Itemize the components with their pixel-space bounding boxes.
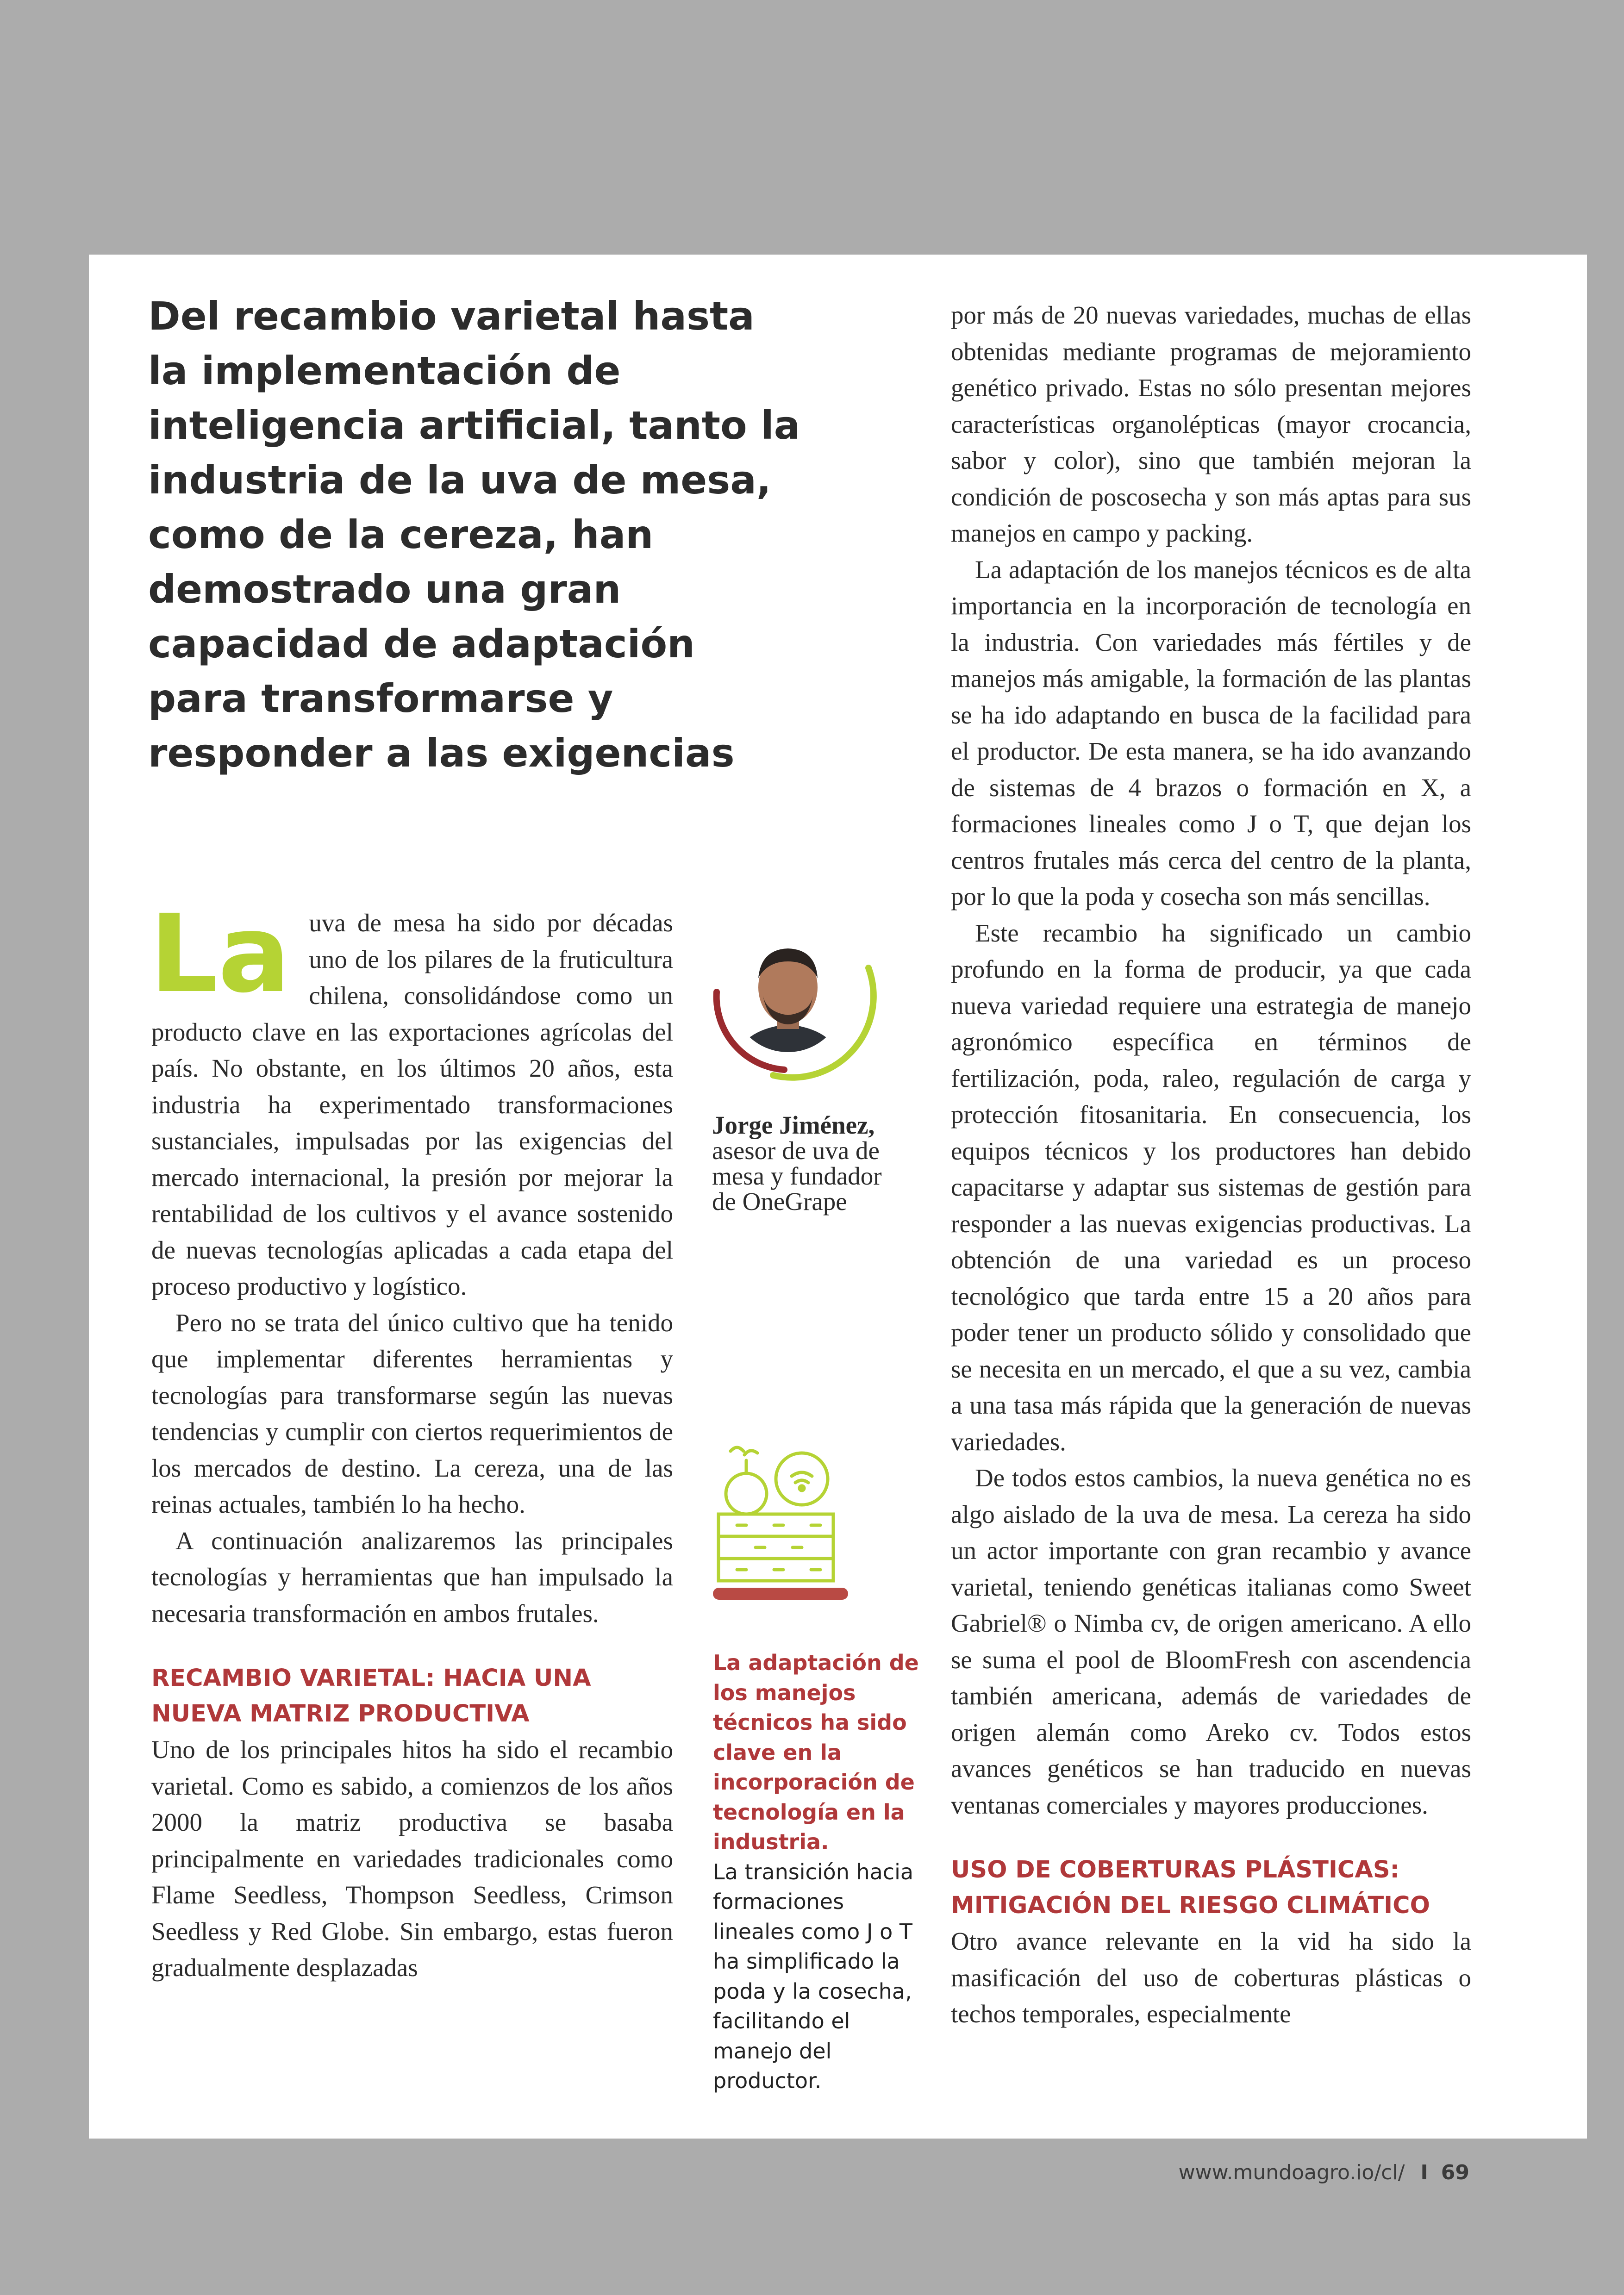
page-footer — [1179, 2161, 1469, 2184]
author-role: asesor de uva de mesa y fundador de OneGrape — [712, 1136, 882, 1216]
magazine-page — [89, 255, 1587, 2139]
headline: Del recambio varietal hasta la implementación de inteligencia artificial, tanto la industria de la uva de mesa, como de la cereza, han demostrado una gran capacidad de adaptación para transformarse y responder a las exigencias — [148, 293, 800, 776]
intro-paragraph: La uva de mesa ha sido por décadas uno de los pilares de la fruticultura chilena, consolidándose como un producto clave en las exportaciones agrícolas del país. No obstante, en los últimos 20 años, esta industria ha experimentado transformaciones sustanciales, impulsadas por las exigencias del mercado internacional, la presión por mejorar la rentabilidad de los cultivos y el avance sostenido de nuevas tecnologías aplicadas a cada etapa del proceso productivo y logístico. — [150, 892, 673, 1300]
pull-quote-heading: La adaptación de los manejos técnicos ha sido clave en la incorporación de tecnología en la industria. — [713, 1650, 919, 1854]
pull-quote — [713, 1648, 926, 2096]
paragraph: A continuación analizaremos las principales tecnologías y herramientas que han impulsado la necesaria transformación en ambos frutales. — [151, 1526, 673, 1628]
left-column — [150, 892, 673, 1986]
paragraph: Este recambio ha significado un cambio profundo en la forma de producir, ya que cada nueva variedad requiere una estrategia de manejo agronómico específica en términos de fertilización, poda, raleo, regulación de carga y protección fitosanitaria. En consecuencia, los equipos técnicos y los productores han debido capacitarse y adaptar sus sistemas de gestión para responder a las nuevas exigencias productivas. La obtención de una variedad es un proceso tecnológico que tarda entre 15 a 20 años para poder tener un producto sólido y consolidado que se necesita en un mercado, el que a su vez, cambia a una tasa más rápida que la generación de nuevas variedades. — [951, 918, 1471, 1456]
portrait-photo — [724, 932, 854, 1061]
section-heading: RECAMBIO VARIETAL: HACIA UNA NUEVA MATRIZ PRODUCTIVA — [151, 1665, 591, 1727]
dropcap: La — [150, 892, 291, 1017]
fruit-box-icon — [709, 1442, 843, 1590]
footer-separator: I — [1420, 2161, 1428, 2184]
pull-quote-body: La transición hacia formaciones lineales como J o T ha simplificado la poda y la cosecha, facilitando el manejo del productor. — [713, 1859, 914, 2093]
section-heading: USO DE COBERTURAS PLÁSTICAS: MITIGACIÓN DEL RIESGO CLIMÁTICO — [951, 1856, 1430, 1919]
page-number: 69 — [1441, 2161, 1469, 2184]
author-portrait — [706, 913, 881, 1089]
author-caption — [712, 1112, 906, 1214]
paragraph: Uno de los principales hitos ha sido el recambio varietal. Como es sabido, a comienzos de los años 2000 la matriz productiva se basaba principalmente en variedades tradicionales como Flame Seedless, Thompson Seedless, Crimson Seedless y Red Globe. Sin embargo, estas fueron gradualmente desplazadas — [151, 1735, 673, 1982]
paragraph: por más de 20 nuevas variedades, muchas de ellas obtenidas mediante programas de mejoramiento genético privado. Estas no sólo presentan mejores características organolépticas (mayor crocancia, sabor y color), sino que también mejoran la condición de poscosecha y son más aptas para sus manejos en campo y packing. — [951, 301, 1471, 547]
paragraph: Otro avance relevante en la vid ha sido la masificación del uso de coberturas plásticas o techos temporales, especialmente — [951, 1927, 1471, 2028]
decorative-bar — [713, 1588, 848, 1600]
paragraph: Pero no se trata del único cultivo que ha tenido que implementar diferentes herramientas y tecnologías para transformarse según las nuevas tendencias y cumplir con ciertos requerimientos de los mercados de destino. La cereza, una de las reinas actuales, también lo ha hecho. — [151, 1308, 673, 1518]
paragraph: De todos estos cambios, la nueva genética no es algo aislado de la uva de mesa. La cereza ha sido un actor importante con gran recambio y avance varietal, teniendo genéticas italianas como Sweet Gabriel® o Nimba cv, de origen americano. A ello se suma el pool de BloomFresh con ascendencia también americana, además de variedades de origen alemán como Areko cv. Todos estos avances genéticos se han traducido en nuevas ventanas comerciales y mayores producciones. — [951, 1464, 1471, 1819]
footer-url[interactable]: www.mundoagro.io/cl/ — [1178, 2161, 1405, 2184]
paragraph: La adaptación de los manejos técnicos es de alta importancia en la incorporación de tecnología en la industria. Con variedades más fértiles y de manejos más amigable, la formación de las plantas se ha ido adaptando en busca de la facilidad para el productor. De esta manera, se ha ido avanzando de sistemas de 4 brazos o formación en X, a formaciones lineales como J o T, que dejan los centros frutales más cerca del centro de la planta, por lo que la poda y cosecha son más sencillas. — [951, 555, 1471, 911]
right-column — [951, 297, 1471, 2033]
author-name: Jorge Jiménez, — [712, 1111, 875, 1139]
